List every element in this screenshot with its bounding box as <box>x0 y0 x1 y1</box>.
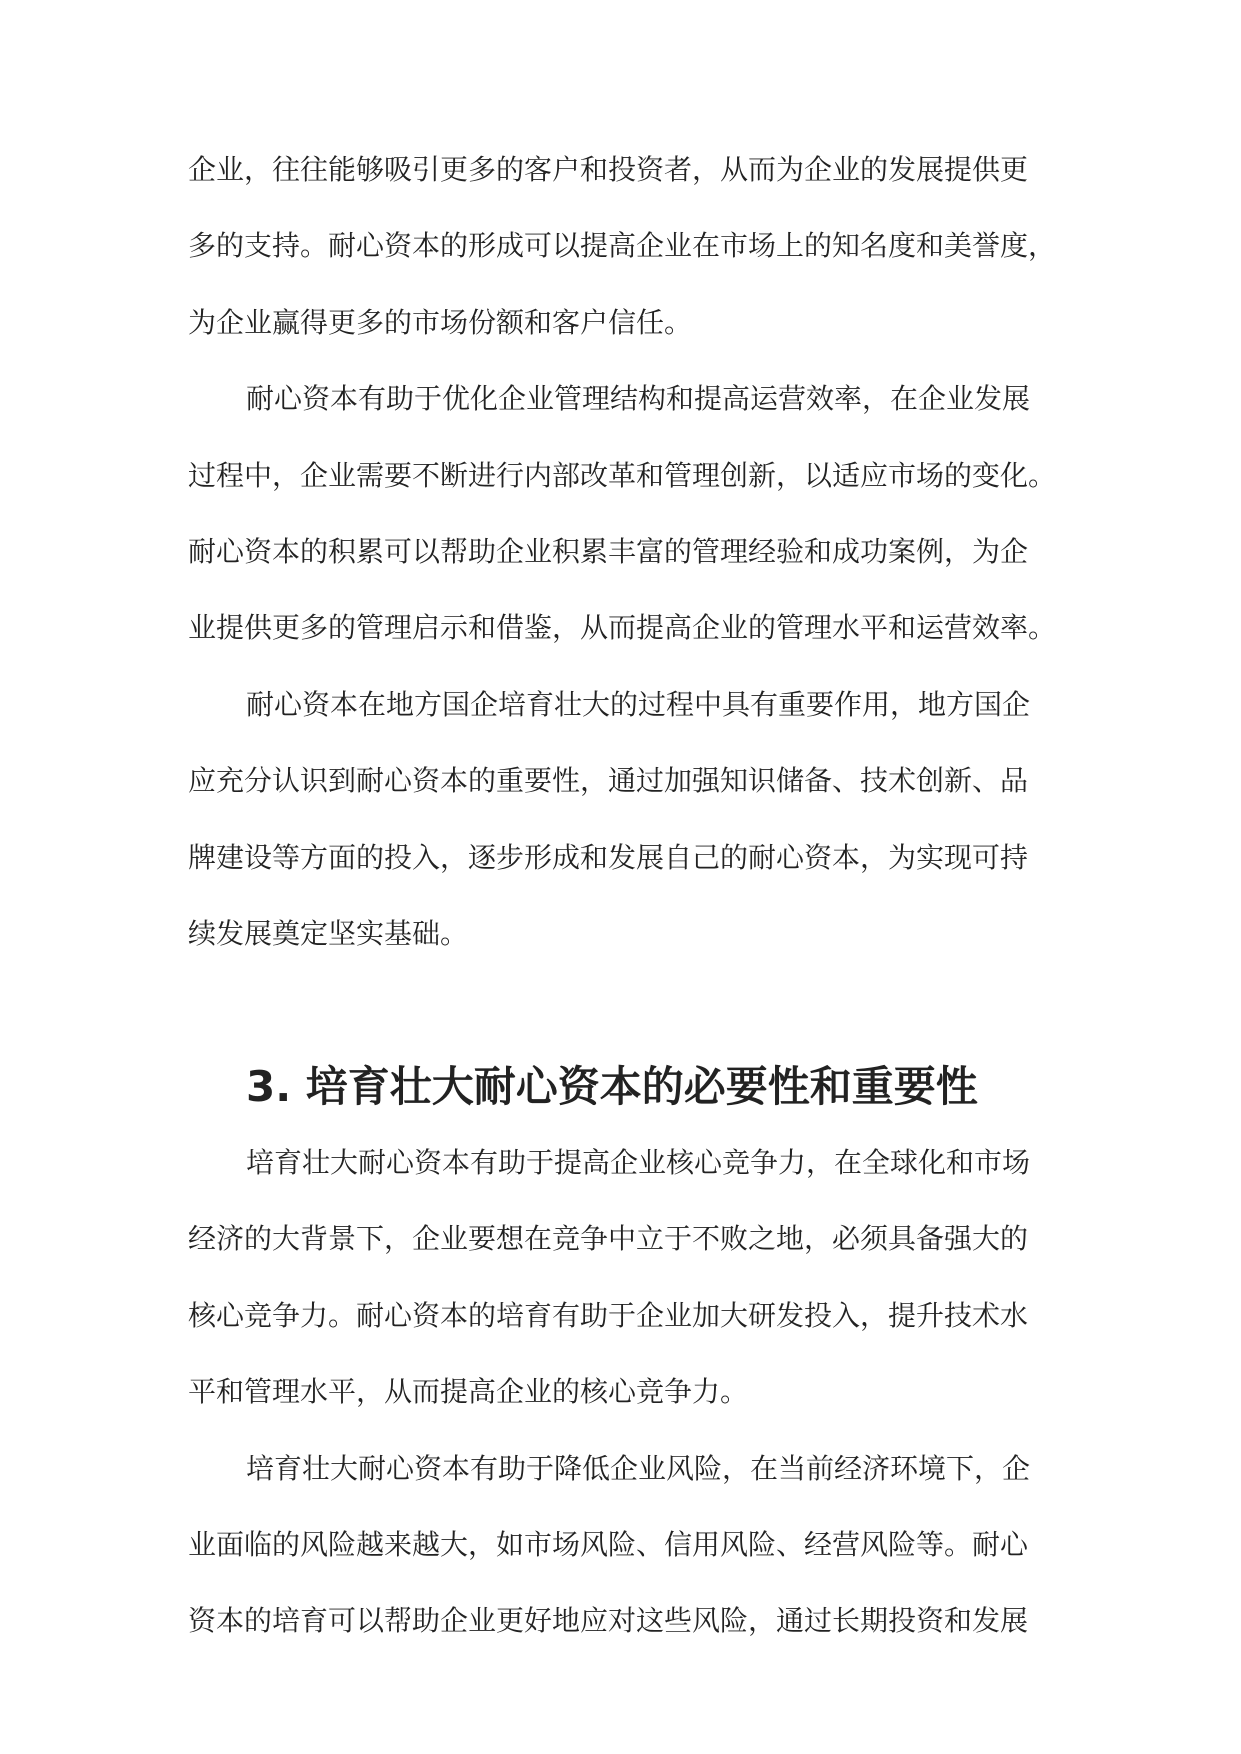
text-line: 应充分认识到耐心资本的重要性，通过加强知识储备、技术创新、品 <box>188 764 1029 798</box>
section-gap <box>188 987 1068 1063</box>
paragraph-first-line: 耐心资本在地方国企培育壮大的过程中具有重要作用，地方国企 <box>246 687 1031 721</box>
text-line: 续发展奠定坚实基础。 <box>188 916 469 950</box>
paragraph-first-line: 培育壮大耐心资本有助于降低企业风险，在当前经济环境下，企 <box>246 1451 1031 1485</box>
paragraph-first-line: 培育壮大耐心资本有助于提高企业核心竞争力，在全球化和市场 <box>246 1146 1031 1180</box>
document-body <box>188 147 1068 1675</box>
text-line: 业面临的风险越来越大，如市场风险、信用风险、经营风险等。耐心 <box>188 1528 1029 1562</box>
text-line: 核心竞争力。耐心资本的培育有助于企业加大研发投入，提升技术水 <box>188 1298 1029 1332</box>
text-line: 过程中，企业需要不断进行内部改革和管理创新，以适应市场的变化。 <box>188 458 1057 492</box>
paragraph-first-line: 耐心资本有助于优化企业管理结构和提高运营效率，在企业发展 <box>246 382 1031 416</box>
text-line: 为企业赢得更多的市场份额和客户信任。 <box>188 305 693 339</box>
text-line: 业提供更多的管理启示和借鉴，从而提高企业的管理水平和运营效率。 <box>188 611 1057 645</box>
text-line: 资本的培育可以帮助企业更好地应对这些风险，通过长期投资和发展 <box>188 1604 1029 1638</box>
text-line: 经济的大背景下，企业要想在竞争中立于不败之地，必须具备强大的 <box>188 1222 1029 1256</box>
text-line: 企业，往往能够吸引更多的客户和投资者，从而为企业的发展提供更 <box>188 153 1029 186</box>
text-line: 平和管理水平，从而提高企业的核心竞争力。 <box>188 1375 749 1409</box>
text-line: 多的支持。耐心资本的形成可以提高企业在市场上的知名度和美誉度， <box>188 229 1057 263</box>
section-heading: 3. 培育壮大耐心资本的必要性和重要性 <box>246 1061 978 1111</box>
text-line: 耐心资本的积累可以帮助企业积累丰富的管理经验和成功案例，为企 <box>188 534 1029 568</box>
text-line: 牌建设等方面的投入，逐步形成和发展自己的耐心资本，为实现可持 <box>188 840 1029 874</box>
